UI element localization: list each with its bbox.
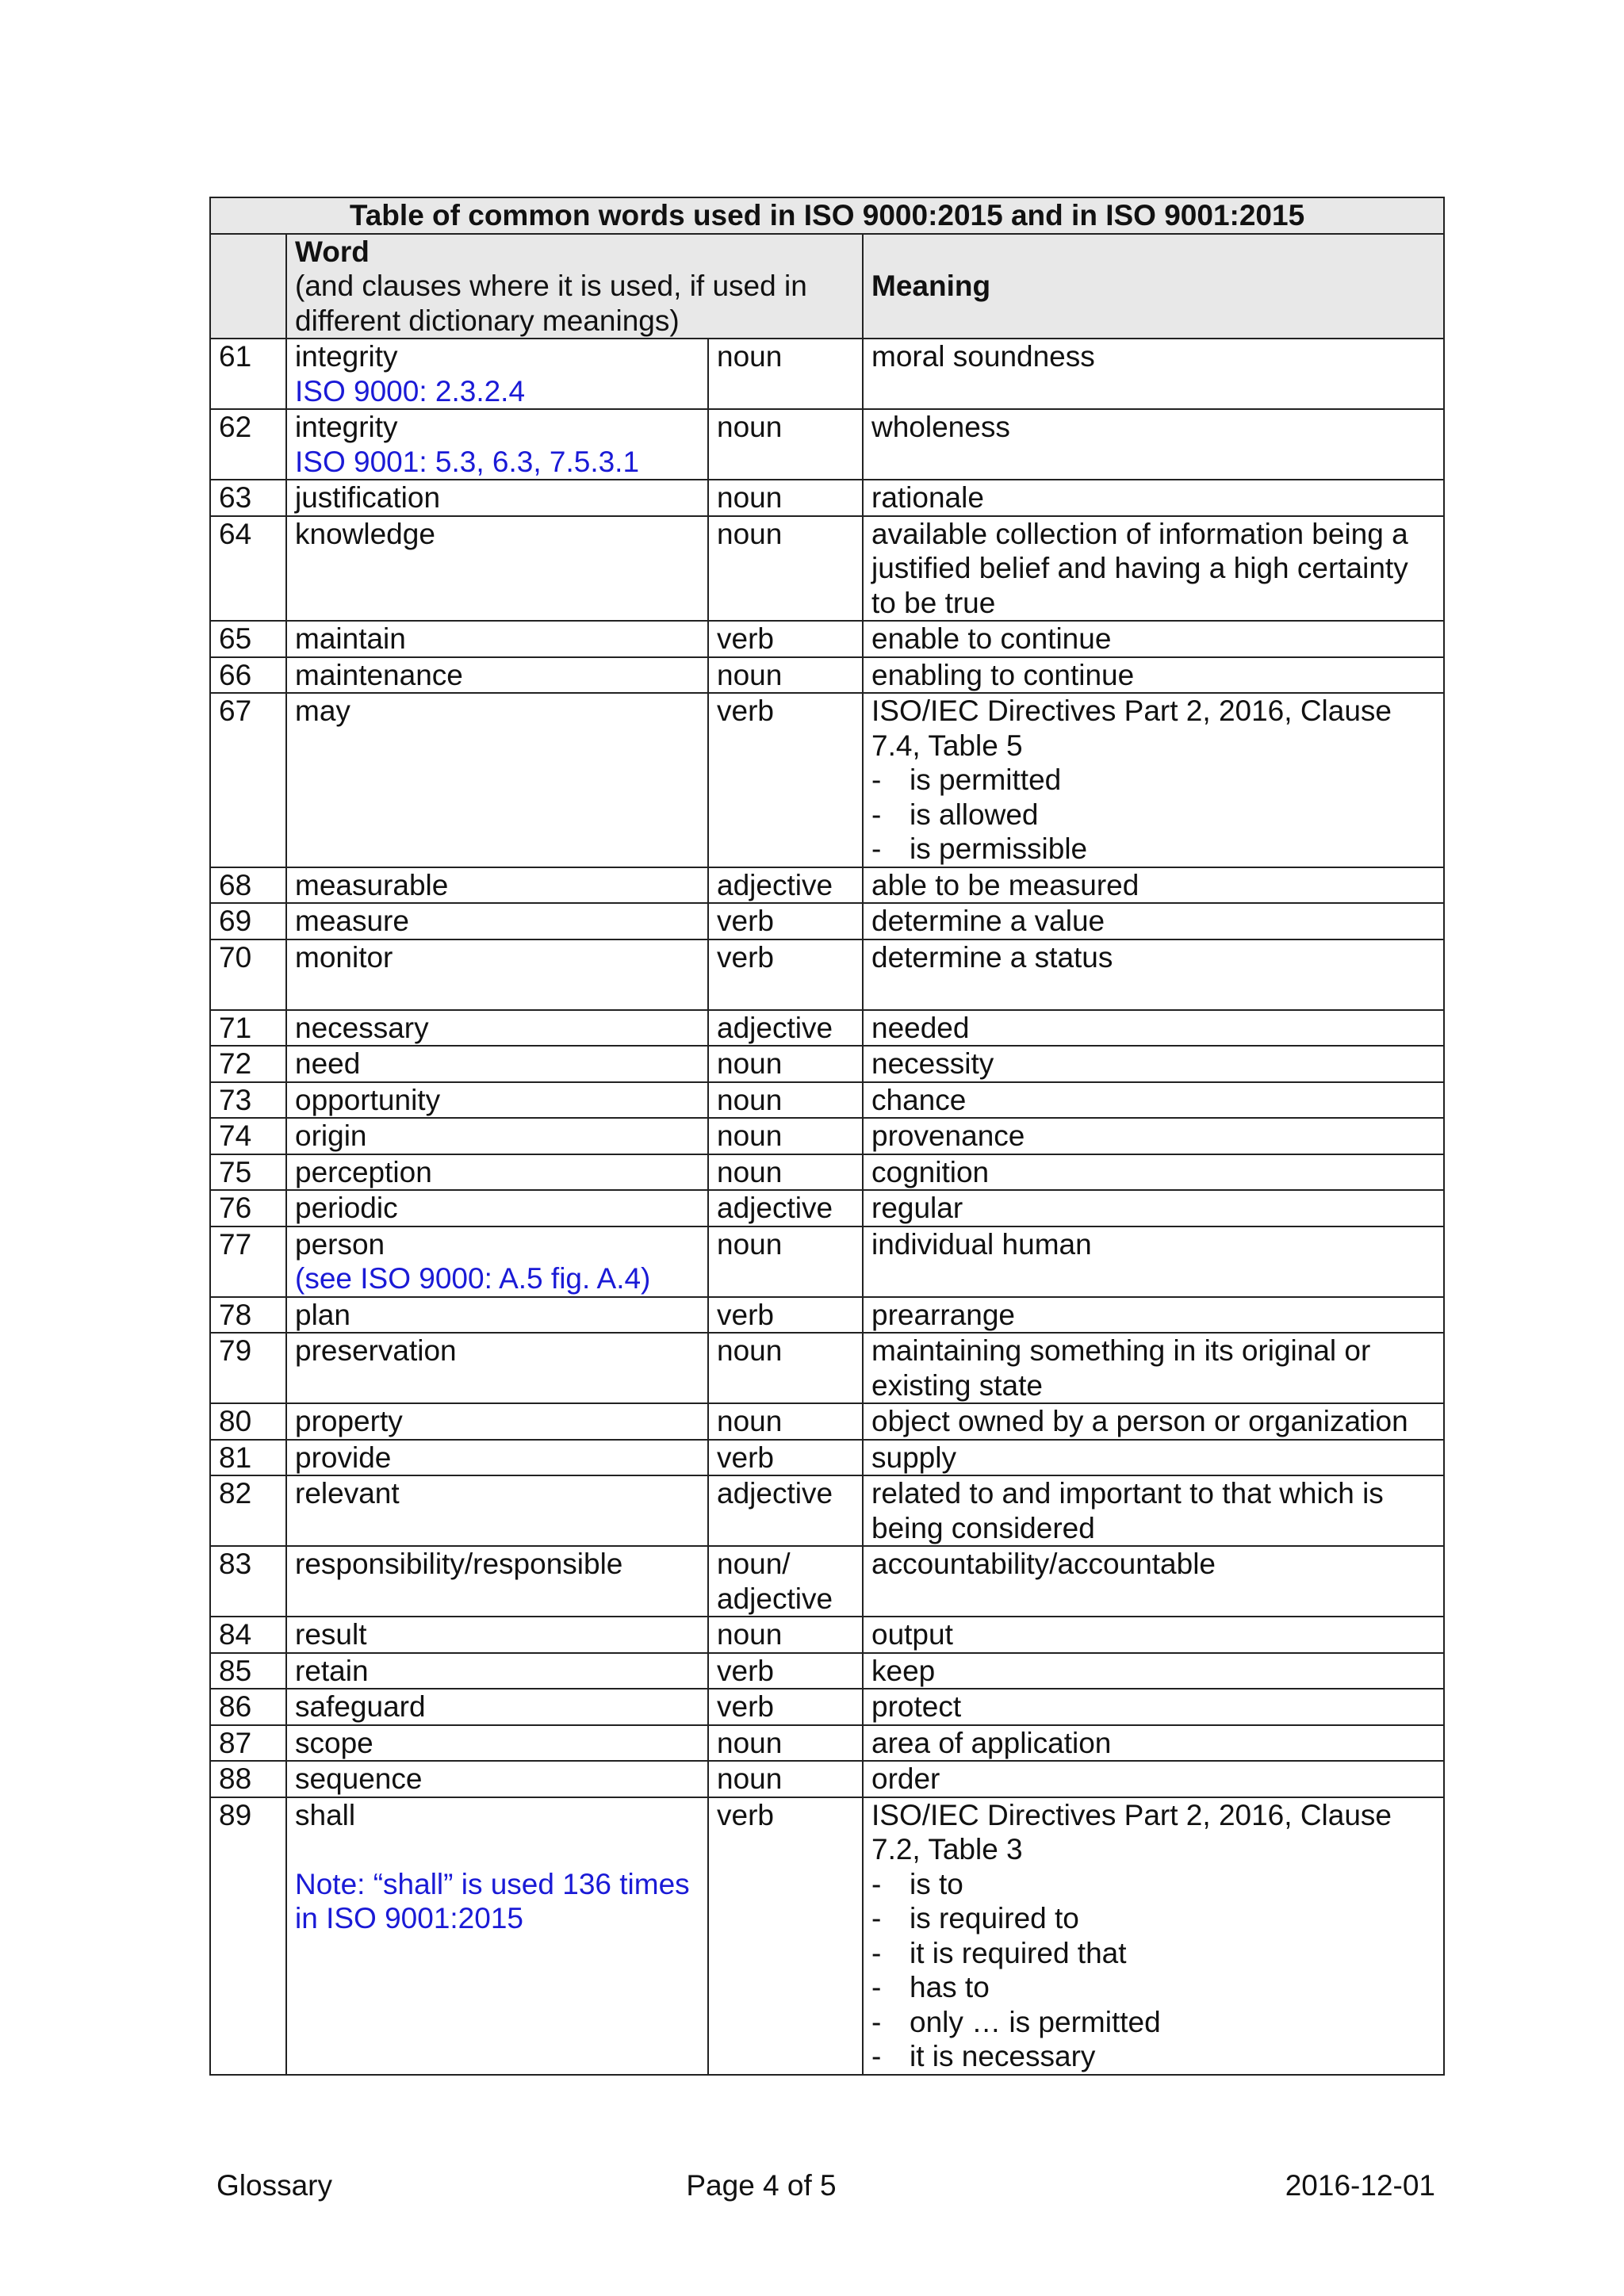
row-part-of-speech: verb bbox=[717, 1798, 774, 1831]
header-word-subtitle: (and clauses where it is used, if used in different dictionary meanings) bbox=[295, 270, 807, 337]
row-word-cell bbox=[286, 867, 708, 904]
row-number-cell bbox=[210, 939, 286, 1010]
row-word-cell bbox=[286, 657, 708, 694]
row-part-of-speech: verb bbox=[717, 905, 774, 937]
row-number-cell bbox=[210, 1226, 286, 1297]
row-meaning-cell bbox=[863, 693, 1444, 867]
row-part-of-speech: noun bbox=[717, 481, 783, 514]
row-part-of-speech: adjective bbox=[717, 868, 833, 901]
table-row bbox=[210, 480, 1444, 516]
row-word-cell bbox=[286, 1010, 708, 1047]
row-part-of-speech: verb bbox=[717, 1441, 774, 1474]
row-number-cell bbox=[210, 1546, 286, 1617]
table-row bbox=[210, 693, 1444, 867]
table-row bbox=[210, 1154, 1444, 1191]
row-number: 75 bbox=[219, 1155, 252, 1188]
row-meaning: chance bbox=[871, 1083, 967, 1116]
row-meaning-cell bbox=[863, 903, 1444, 939]
row-meaning-cell bbox=[863, 1689, 1444, 1725]
row-meaning: prearrange bbox=[871, 1298, 1016, 1331]
row-word: need bbox=[295, 1047, 361, 1080]
row-word: shall bbox=[295, 1798, 356, 1831]
row-part-of-speech-cell bbox=[708, 339, 863, 409]
row-word-cell bbox=[286, 1546, 708, 1617]
row-word: provide bbox=[295, 1441, 392, 1474]
row-number: 80 bbox=[219, 1405, 252, 1437]
row-part-of-speech-cell bbox=[708, 480, 863, 516]
row-word-cell bbox=[286, 1403, 708, 1440]
row-part-of-speech: noun bbox=[717, 1155, 783, 1188]
row-part-of-speech-cell bbox=[708, 1082, 863, 1119]
row-meaning: object owned by a person or organization bbox=[871, 1405, 1408, 1437]
row-meaning: necessity bbox=[871, 1047, 994, 1080]
row-part-of-speech: adjective bbox=[717, 1192, 833, 1224]
meaning-list-item-text: is allowed bbox=[910, 798, 1039, 831]
row-meaning-cell bbox=[863, 1190, 1444, 1226]
row-number: 72 bbox=[219, 1047, 252, 1080]
row-word: sequence bbox=[295, 1762, 423, 1795]
meaning-list-item: - is allowed bbox=[871, 798, 1039, 831]
row-meaning: rationale bbox=[871, 481, 984, 514]
row-meaning: output bbox=[871, 1618, 953, 1651]
table-row bbox=[210, 1475, 1444, 1546]
meaning-list-item: - is required to bbox=[871, 1902, 1079, 1934]
row-number: 87 bbox=[219, 1726, 252, 1759]
row-number-cell bbox=[210, 657, 286, 694]
row-part-of-speech-cell bbox=[708, 1190, 863, 1226]
footer-left: Glossary bbox=[216, 2169, 332, 2202]
row-meaning: regular bbox=[871, 1192, 963, 1224]
row-part-of-speech-cell bbox=[708, 1403, 863, 1440]
row-part-of-speech-cell bbox=[708, 939, 863, 1010]
row-word: relevant bbox=[295, 1477, 400, 1510]
row-part-of-speech-cell bbox=[708, 1333, 863, 1403]
row-number: 67 bbox=[219, 695, 252, 727]
meaning-list-item-text: it is necessary bbox=[910, 2040, 1096, 2072]
table-row bbox=[210, 621, 1444, 657]
row-part-of-speech-cell bbox=[708, 903, 863, 939]
footer-page-number: Page 4 of 5 bbox=[686, 2169, 837, 2202]
row-word: retain bbox=[295, 1654, 369, 1687]
row-number: 85 bbox=[219, 1654, 252, 1687]
row-word-cell bbox=[286, 621, 708, 657]
row-word: property bbox=[295, 1405, 403, 1437]
row-word-cell bbox=[286, 1440, 708, 1476]
row-meaning-cell bbox=[863, 1118, 1444, 1154]
row-part-of-speech: verb bbox=[717, 1690, 774, 1723]
row-word-cell bbox=[286, 693, 708, 867]
row-word: monitor bbox=[295, 940, 393, 974]
row-number: 76 bbox=[219, 1192, 252, 1224]
row-number-cell bbox=[210, 1797, 286, 2075]
row-meaning-cell bbox=[863, 939, 1444, 1010]
row-meaning: maintaining something in its original or existing state bbox=[871, 1334, 1371, 1402]
row-number: 73 bbox=[219, 1083, 252, 1116]
row-meaning: wholeness bbox=[871, 411, 1010, 443]
row-part-of-speech-cell bbox=[708, 1546, 863, 1617]
meaning-list-item: - only … is permitted bbox=[871, 2005, 1161, 2038]
meaning-list-item-text: is required to bbox=[910, 1902, 1079, 1934]
row-word: necessary bbox=[295, 1011, 429, 1044]
row-meaning: moral soundness bbox=[871, 340, 1095, 373]
row-part-of-speech-cell bbox=[708, 1297, 863, 1334]
row-number-cell bbox=[210, 1010, 286, 1047]
row-word: measurable bbox=[295, 868, 449, 901]
meaning-list-item: - is permitted bbox=[871, 763, 1062, 796]
table-row bbox=[210, 1617, 1444, 1653]
row-part-of-speech: noun bbox=[717, 1405, 783, 1437]
row-number-cell bbox=[210, 516, 286, 622]
row-part-of-speech-cell bbox=[708, 1797, 863, 2075]
row-word-cell bbox=[286, 1653, 708, 1689]
row-note: Note: “shall” is used 136 times in ISO 9001:2015 bbox=[295, 1867, 690, 1934]
row-number: 83 bbox=[219, 1548, 252, 1580]
row-clause-reference: ISO 9000: 2.3.2.4 bbox=[295, 374, 526, 408]
table-row bbox=[210, 867, 1444, 904]
row-meaning: related to and important to that which is being considered bbox=[871, 1477, 1384, 1544]
table-row bbox=[210, 903, 1444, 939]
table-row bbox=[210, 409, 1444, 480]
row-part-of-speech-cell bbox=[708, 516, 863, 622]
row-meaning-cell bbox=[863, 516, 1444, 622]
row-meaning-cell bbox=[863, 1725, 1444, 1762]
row-meaning-cell bbox=[863, 480, 1444, 516]
row-number: 71 bbox=[219, 1011, 252, 1044]
row-word-cell bbox=[286, 1333, 708, 1403]
row-number-cell bbox=[210, 1725, 286, 1762]
row-meaning-cell bbox=[863, 1653, 1444, 1689]
row-part-of-speech: noun bbox=[717, 1618, 783, 1651]
row-number-cell bbox=[210, 1403, 286, 1440]
table-row bbox=[210, 1797, 1444, 2075]
meaning-list-item: - is to bbox=[871, 1867, 963, 1900]
row-part-of-speech-cell bbox=[708, 621, 863, 657]
row-part-of-speech: adjective bbox=[717, 1011, 833, 1044]
row-number: 64 bbox=[219, 517, 252, 550]
row-meaning-cell bbox=[863, 1440, 1444, 1476]
row-meaning-cell bbox=[863, 1546, 1444, 1617]
row-meaning: protect bbox=[871, 1690, 962, 1723]
row-number: 74 bbox=[219, 1119, 252, 1152]
row-word: justification bbox=[295, 481, 441, 514]
row-word: plan bbox=[295, 1298, 350, 1331]
row-number: 65 bbox=[219, 622, 252, 655]
footer-date: 2016-12-01 bbox=[1285, 2169, 1435, 2202]
row-word-cell bbox=[286, 339, 708, 409]
row-meaning: supply bbox=[871, 1441, 956, 1474]
meaning-list-item: - is permissible bbox=[871, 832, 1088, 865]
row-meaning-cell bbox=[863, 409, 1444, 480]
row-number: 77 bbox=[219, 1227, 252, 1261]
table-title-row bbox=[210, 197, 1444, 234]
row-number: 63 bbox=[219, 481, 252, 514]
row-word: perception bbox=[295, 1155, 432, 1188]
row-number-cell bbox=[210, 1297, 286, 1334]
row-word: maintenance bbox=[295, 658, 463, 691]
header-word-cell bbox=[286, 234, 863, 339]
row-number-cell bbox=[210, 1689, 286, 1725]
row-meaning-cell bbox=[863, 1797, 1444, 2075]
table-row bbox=[210, 1653, 1444, 1689]
row-part-of-speech-cell bbox=[708, 1046, 863, 1082]
row-word: maintain bbox=[295, 622, 406, 655]
row-word-cell bbox=[286, 1689, 708, 1725]
row-part-of-speech-cell bbox=[708, 1226, 863, 1297]
row-number: 89 bbox=[219, 1798, 252, 1831]
row-number-cell bbox=[210, 1082, 286, 1119]
meaning-list-item-text: is to bbox=[910, 1867, 963, 1900]
row-part-of-speech: verb bbox=[717, 622, 774, 655]
row-meaning-cell bbox=[863, 1403, 1444, 1440]
table-row bbox=[210, 1297, 1444, 1334]
row-part-of-speech-cell bbox=[708, 657, 863, 694]
row-number-cell bbox=[210, 1475, 286, 1546]
row-number: 69 bbox=[219, 905, 252, 937]
row-part-of-speech: noun bbox=[717, 1047, 783, 1080]
row-word-cell bbox=[286, 939, 708, 1010]
row-meaning: able to be measured bbox=[871, 868, 1139, 901]
row-clause-reference: ISO 9001: 5.3, 6.3, 7.5.3.1 bbox=[295, 445, 640, 478]
table-row bbox=[210, 1046, 1444, 1082]
row-number-cell bbox=[210, 480, 286, 516]
row-part-of-speech: adjective bbox=[717, 1477, 833, 1510]
table-row bbox=[210, 1333, 1444, 1403]
header-number-cell bbox=[210, 234, 286, 339]
row-word-cell bbox=[286, 1761, 708, 1797]
table-row bbox=[210, 1082, 1444, 1119]
row-meaning: needed bbox=[871, 1011, 970, 1044]
row-word-cell bbox=[286, 1725, 708, 1762]
row-word: scope bbox=[295, 1726, 373, 1759]
table-row bbox=[210, 1010, 1444, 1047]
header-meaning-cell: Meaning bbox=[863, 234, 1444, 339]
row-meaning-cell bbox=[863, 621, 1444, 657]
row-part-of-speech: noun bbox=[717, 1334, 783, 1367]
row-part-of-speech: noun bbox=[717, 1119, 783, 1152]
row-word: person bbox=[295, 1227, 385, 1261]
row-meaning: determine a value bbox=[871, 905, 1105, 937]
table-title: Table of common words used in ISO 9000:2015 and in ISO 9001:2015 bbox=[210, 197, 1444, 234]
row-word-cell bbox=[286, 516, 708, 622]
row-part-of-speech-cell bbox=[708, 1118, 863, 1154]
row-part-of-speech: verb bbox=[717, 1298, 774, 1331]
row-number: 68 bbox=[219, 868, 252, 901]
row-number-cell bbox=[210, 1653, 286, 1689]
row-number-cell bbox=[210, 693, 286, 867]
row-word: safeguard bbox=[295, 1690, 426, 1723]
row-word-cell bbox=[286, 1226, 708, 1297]
row-meaning-cell bbox=[863, 1297, 1444, 1334]
meaning-list-item: - it is required that bbox=[871, 1936, 1127, 1969]
row-number: 61 bbox=[219, 340, 252, 373]
row-part-of-speech-cell bbox=[708, 1617, 863, 1653]
row-word-cell bbox=[286, 1797, 708, 2075]
row-number: 66 bbox=[219, 658, 252, 691]
row-number-cell bbox=[210, 1333, 286, 1403]
row-meaning: enabling to continue bbox=[871, 658, 1135, 691]
row-number-cell bbox=[210, 339, 286, 409]
row-number-cell bbox=[210, 867, 286, 904]
row-meaning-cell bbox=[863, 1617, 1444, 1653]
row-meaning-cell bbox=[863, 867, 1444, 904]
row-word: knowledge bbox=[295, 517, 435, 550]
row-part-of-speech-cell bbox=[708, 409, 863, 480]
row-part-of-speech: noun bbox=[717, 1726, 783, 1759]
table-row bbox=[210, 1440, 1444, 1476]
row-part-of-speech: noun bbox=[717, 1227, 783, 1261]
row-part-of-speech-cell bbox=[708, 693, 863, 867]
row-number: 88 bbox=[219, 1762, 252, 1795]
row-word: responsibility/responsible bbox=[295, 1548, 623, 1580]
row-number: 78 bbox=[219, 1298, 252, 1331]
glossary-table bbox=[209, 197, 1445, 2076]
row-meaning-cell bbox=[863, 1046, 1444, 1082]
row-word: measure bbox=[295, 905, 409, 937]
row-word-cell bbox=[286, 1475, 708, 1546]
row-part-of-speech: verb bbox=[717, 695, 774, 727]
row-meaning: individual human bbox=[871, 1227, 1092, 1261]
table-body bbox=[210, 339, 1444, 2075]
row-meaning-cell bbox=[863, 1475, 1444, 1546]
row-part-of-speech-cell bbox=[708, 1010, 863, 1047]
row-number: 86 bbox=[219, 1690, 252, 1723]
row-word-cell bbox=[286, 903, 708, 939]
row-meaning: determine a status bbox=[871, 940, 1113, 974]
row-number-cell bbox=[210, 1046, 286, 1082]
table-header-row bbox=[210, 234, 1444, 339]
table-row bbox=[210, 1226, 1444, 1297]
meaning-list-item-text: is permitted bbox=[910, 763, 1062, 796]
row-number: 79 bbox=[219, 1334, 252, 1367]
row-word: periodic bbox=[295, 1192, 398, 1224]
table-row bbox=[210, 1689, 1444, 1725]
row-word: opportunity bbox=[295, 1083, 441, 1116]
meaning-list-item: - has to bbox=[871, 1971, 990, 2003]
header-word-title: Word bbox=[295, 235, 370, 268]
row-part-of-speech-cell bbox=[708, 1725, 863, 1762]
row-part-of-speech: noun bbox=[717, 658, 783, 691]
row-meaning: accountability/accountable bbox=[871, 1548, 1216, 1580]
row-word-cell bbox=[286, 1082, 708, 1119]
row-part-of-speech: noun bbox=[717, 1083, 783, 1116]
row-number: 62 bbox=[219, 411, 252, 443]
row-part-of-speech: noun bbox=[717, 1762, 783, 1795]
row-word: integrity bbox=[295, 411, 398, 443]
row-meaning: area of application bbox=[871, 1726, 1112, 1759]
row-part-of-speech-cell bbox=[708, 1653, 863, 1689]
row-number-cell bbox=[210, 409, 286, 480]
row-number-cell bbox=[210, 1761, 286, 1797]
table-row bbox=[210, 939, 1444, 1010]
row-number: 84 bbox=[219, 1618, 252, 1651]
row-number-cell bbox=[210, 1118, 286, 1154]
row-part-of-speech: noun bbox=[717, 517, 783, 550]
row-number-cell bbox=[210, 1154, 286, 1191]
table-row bbox=[210, 1725, 1444, 1762]
row-meaning-cell bbox=[863, 1333, 1444, 1403]
row-part-of-speech-cell bbox=[708, 1689, 863, 1725]
row-word-cell bbox=[286, 1118, 708, 1154]
row-meaning: enable to continue bbox=[871, 622, 1112, 655]
row-word-cell bbox=[286, 1046, 708, 1082]
row-number: 81 bbox=[219, 1441, 252, 1474]
row-word: result bbox=[295, 1618, 367, 1651]
row-part-of-speech-cell bbox=[708, 1154, 863, 1191]
row-part-of-speech: verb bbox=[717, 1654, 774, 1687]
row-meaning: cognition bbox=[871, 1155, 990, 1188]
row-meaning-cell bbox=[863, 657, 1444, 694]
row-number-cell bbox=[210, 1190, 286, 1226]
row-part-of-speech: noun/ adjective bbox=[717, 1548, 833, 1615]
meaning-list-item-text: has to bbox=[910, 1971, 990, 2003]
row-meaning-cell bbox=[863, 1010, 1444, 1047]
row-meaning: provenance bbox=[871, 1119, 1025, 1152]
meaning-list-item-text: only … is permitted bbox=[910, 2005, 1161, 2038]
row-number-cell bbox=[210, 1617, 286, 1653]
row-part-of-speech: noun bbox=[717, 340, 783, 373]
row-part-of-speech-cell bbox=[708, 1475, 863, 1546]
row-word: preservation bbox=[295, 1334, 457, 1367]
row-number-cell bbox=[210, 903, 286, 939]
row-meaning-cell bbox=[863, 1761, 1444, 1797]
row-meaning: ISO/IEC Directives Part 2, 2016, Clause 7.4, Table 5 bbox=[871, 695, 1392, 762]
row-meaning-cell bbox=[863, 1154, 1444, 1191]
row-clause-reference: (see ISO 9000: A.5 fig. A.4) bbox=[295, 1262, 651, 1295]
row-number: 70 bbox=[219, 940, 252, 974]
row-word-cell bbox=[286, 409, 708, 480]
table-row bbox=[210, 1190, 1444, 1226]
row-word-cell bbox=[286, 1190, 708, 1226]
row-meaning-cell bbox=[863, 1082, 1444, 1119]
row-meaning-cell bbox=[863, 1226, 1444, 1297]
row-word-cell bbox=[286, 1617, 708, 1653]
row-word: integrity bbox=[295, 340, 398, 373]
table-row bbox=[210, 1118, 1444, 1154]
table-row bbox=[210, 1546, 1444, 1617]
row-word-cell bbox=[286, 1154, 708, 1191]
row-part-of-speech-cell bbox=[708, 1440, 863, 1476]
row-number-cell bbox=[210, 621, 286, 657]
row-number: 82 bbox=[219, 1477, 252, 1510]
row-word: origin bbox=[295, 1119, 367, 1152]
row-part-of-speech-cell bbox=[708, 867, 863, 904]
table-row bbox=[210, 516, 1444, 622]
row-part-of-speech: verb bbox=[717, 940, 774, 974]
table-row bbox=[210, 1403, 1444, 1440]
row-part-of-speech-cell bbox=[708, 1761, 863, 1797]
row-meaning: ISO/IEC Directives Part 2, 2016, Clause 7.2, Table 3 bbox=[871, 1798, 1392, 1866]
table-row bbox=[210, 657, 1444, 694]
row-meaning: keep bbox=[871, 1654, 936, 1687]
row-word: may bbox=[295, 695, 350, 727]
meaning-list-item: - it is necessary bbox=[871, 2040, 1096, 2072]
row-word-cell bbox=[286, 480, 708, 516]
table-row bbox=[210, 339, 1444, 409]
row-meaning-cell bbox=[863, 339, 1444, 409]
meaning-list-item-text: is permissible bbox=[910, 832, 1088, 865]
row-word-cell bbox=[286, 1297, 708, 1334]
row-number-cell bbox=[210, 1440, 286, 1476]
row-part-of-speech: noun bbox=[717, 411, 783, 443]
table-row bbox=[210, 1761, 1444, 1797]
row-meaning: available collection of information being a justified belief and having a high certainty to be true bbox=[871, 517, 1408, 619]
meaning-list-item-text: it is required that bbox=[910, 1936, 1127, 1969]
row-meaning: order bbox=[871, 1762, 940, 1795]
